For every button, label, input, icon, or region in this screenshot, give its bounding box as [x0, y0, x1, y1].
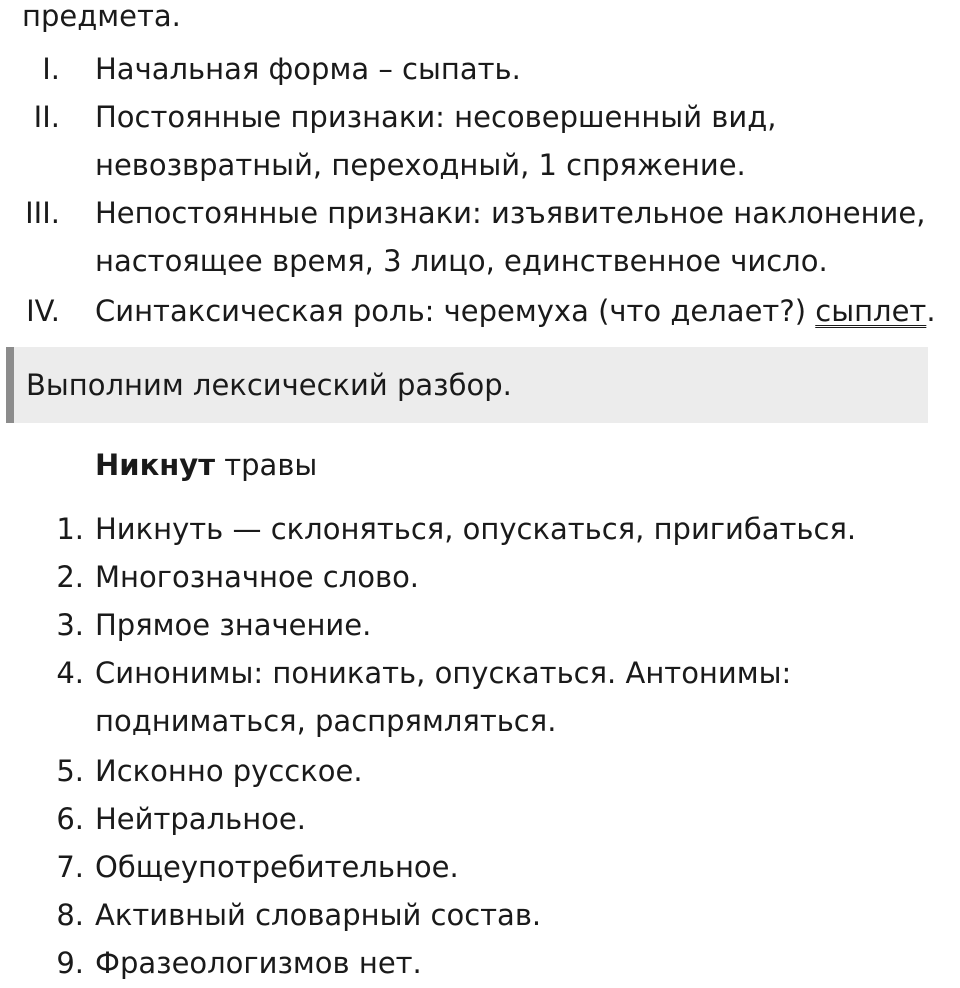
- morph-text: Начальная форма – сыпать.: [95, 52, 521, 86]
- list-marker: 5.: [56, 754, 84, 788]
- list-marker: 1.: [56, 512, 84, 546]
- phrase-rest: травы: [215, 448, 318, 482]
- list-text: Прямое значение.: [95, 608, 372, 642]
- morph-marker: I.: [42, 52, 60, 86]
- callout-text: Выполним лексический разбор.: [26, 368, 512, 402]
- list-text: Никнуть — склоняться, опускаться, пригибаться.: [95, 512, 857, 546]
- predicate-underlined: сыплет: [815, 294, 927, 328]
- morph-text: Непостоянные признаки: изъявительное наклонение,: [95, 196, 926, 230]
- list-text: Активный словарный состав.: [95, 898, 542, 932]
- morph-text: настоящее время, 3 лицо, единственное число.: [95, 244, 828, 278]
- top-fragment-text: предмета.: [22, 0, 181, 33]
- list-text: Синонимы: поникать, опускаться. Антонимы:: [95, 656, 792, 690]
- list-marker: 8.: [56, 898, 84, 932]
- morph-marker: III.: [25, 196, 60, 230]
- list-text: Общеупотребительное.: [95, 850, 459, 884]
- list-marker: 7.: [56, 850, 84, 884]
- list-text: Исконно русское.: [95, 754, 363, 788]
- list-text: Нейтральное.: [95, 802, 306, 836]
- list-text: Многозначное слово.: [95, 560, 420, 594]
- phrase-heading: [95, 441, 317, 489]
- list-text: подниматься, распрямляться.: [95, 704, 557, 738]
- list-marker: 2.: [56, 560, 84, 594]
- morph-marker: II.: [33, 100, 60, 134]
- phrase-bold-word: Никнут: [95, 448, 216, 482]
- list-text: Фразеологизмов нет.: [95, 946, 422, 980]
- morph-text: [95, 287, 936, 335]
- morph-text: Постоянные признаки: несовершенный вид,: [95, 100, 777, 134]
- list-marker: 4.: [56, 656, 84, 690]
- morph-text-prefix: Синтаксическая роль: черемуха (что делает?): [95, 294, 816, 328]
- morph-text-suffix: .: [926, 294, 936, 328]
- morph-marker: IV.: [26, 294, 60, 328]
- morph-text: невозвратный, переходный, 1 спряжение.: [95, 148, 746, 182]
- callout-box: [6, 347, 928, 423]
- list-marker: 9.: [56, 946, 84, 980]
- list-marker: 6.: [56, 802, 84, 836]
- list-marker: 3.: [56, 608, 84, 642]
